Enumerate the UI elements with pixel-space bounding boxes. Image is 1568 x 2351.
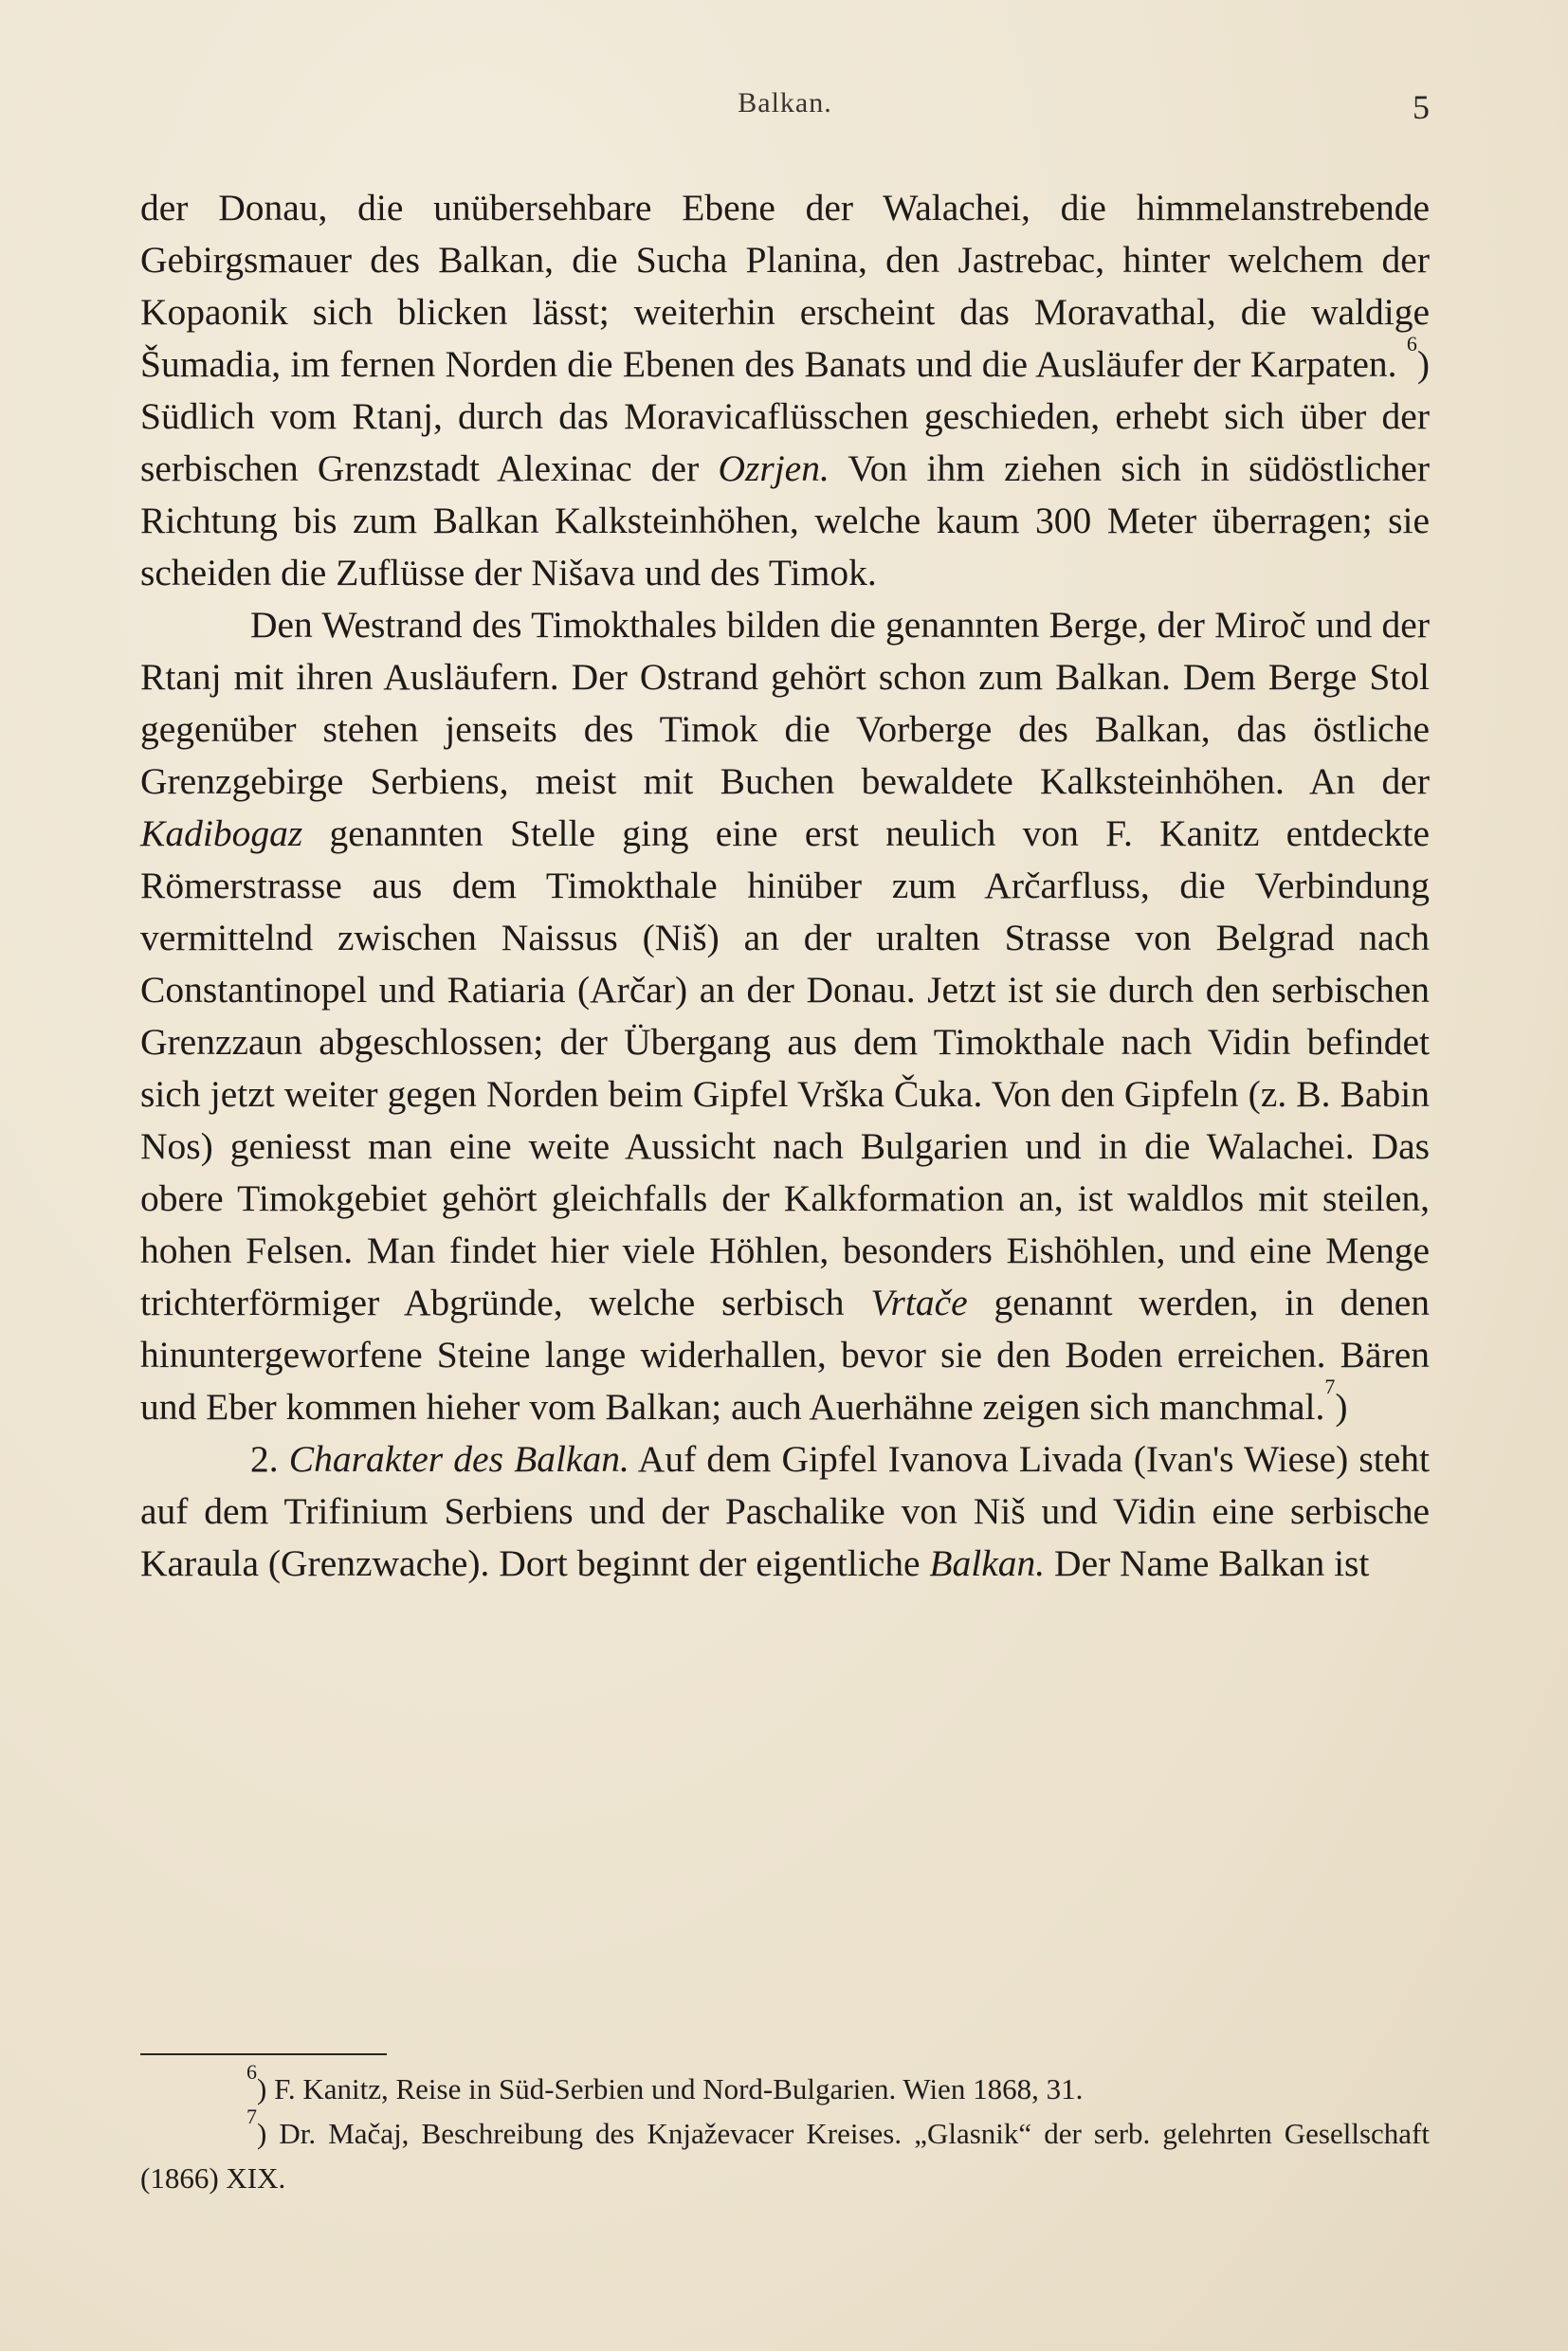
paragraph-2	[140, 599, 1430, 1433]
paragraph-2-close: )	[1335, 1386, 1348, 1428]
paragraph-3	[140, 1433, 1430, 1590]
kadibogaz-italic: Kadibogaz	[140, 812, 303, 854]
footnote-6-mark: 6	[246, 2060, 257, 2084]
paragraph-1-text-cont: ) Südlich vom Rtanj, durch das Moravicaflüsschen geschieden, erhebt sich über der serbischen Grenzstadt Alexinac der	[140, 343, 1430, 489]
footnotes	[140, 2060, 1430, 2200]
footnote-7-text: ) Dr. Mačaj, Beschreibung des Knjaževacer Kreises. „Glasnik“ der serb. gelehrten Gesellschaft (1866) XIX.	[140, 2117, 1430, 2195]
ozrjen-italic: Ozrjen.	[718, 447, 830, 489]
paragraph-1-text: der Donau, die unübersehbare Ebene der Walachei, die himmelanstrebende Gebirgsmauer des Balkan, die Sucha Planina, den Jastrebac, hinter welchem der Kopaonik sich blicken lässt; weiterhin erscheint das Moravathal, die waldige Šumadia, im fernen Norden die Ebenen des Banats und die Ausläufer der Karpaten.	[140, 187, 1430, 385]
footnote-6	[140, 2060, 1430, 2111]
page-header	[140, 87, 1430, 135]
paragraph-2-mid: genannten Stelle ging eine erst neulich von F. Kanitz entdeckte Römerstrasse aus dem Timokthale hinüber zum Arčarfluss, die Verbindung vermittelnd zwischen Naissus (Niš) an der uralten Strasse von Belgrad nach Constantinopel und Ratiaria (Arčar) an der Donau. Jetzt ist sie durch den serbischen Grenzzaun abgeschlossen; der Übergang aus dem Timokthale nach Vidin befindet sich jetzt weiter gegen Norden beim Gipfel Vrška Čuka. Von den Gipfeln (z. B. Babin Nos) geniesst man eine weite Aussicht nach Bulgarien und in die Walachei. Das obere Timokgebiet gehört gleichfalls der Kalkformation an, ist waldlos mit steilen, hohen Felsen. Man findet hier viele Höhlen, besonders Eishöhlen, und eine Menge trichterförmiger Abgründe, welche serbisch	[140, 812, 1430, 1323]
footnote-ref-6: 6	[1406, 332, 1417, 355]
paragraph-2-start: Den Westrand des Timokthales bilden die genannten Berge, der Miroč und der Rtanj mit ihren Ausläufern. Der Ostrand gehört schon zum Balkan. Dem Berge Stol gegenüber stehen jenseits des Timok die Vorberge des Balkan, das östliche Grenzgebirge Serbiens, meist mit Buchen bewaldete Kalksteinhöhen. An der	[140, 604, 1430, 802]
footnote-7-mark: 7	[246, 2105, 257, 2128]
running-head: Balkan.	[738, 87, 832, 118]
page-number: 5	[1413, 88, 1430, 126]
body-text	[140, 182, 1430, 1590]
paragraph-1-end: Von ihm ziehen sich in südöstlicher Richtung bis zum Balkan Kalksteinhöhen, welche kaum 300 Meter überragen; sie scheiden die Zuflüsse der Nišava und des Timok.	[140, 447, 1431, 593]
section-heading: Charakter des Balkan.	[288, 1438, 629, 1480]
footnote-ref-7: 7	[1324, 1375, 1336, 1398]
vrtace-italic: Vrtače	[870, 1282, 968, 1323]
paragraph-3-text: Auf dem Gipfel Ivanova Livada (Ivan's Wiese) steht auf dem Trifinium Serbiens und der Paschalike von Niš und Vidin eine serbische Karaula (Grenzwache). Dort beginnt der eigentliche	[140, 1438, 1430, 1584]
paragraph-3-end: Der Name Balkan ist	[1045, 1542, 1370, 1584]
section-number: 2.	[250, 1438, 289, 1480]
paragraph-1	[140, 182, 1430, 599]
balkan-italic: Balkan.	[929, 1542, 1046, 1584]
footnote-6-text: ) F. Kanitz, Reise in Süd-Serbien und Nord-Bulgarien. Wien 1868, 31.	[257, 2072, 1084, 2105]
footnote-7	[140, 2105, 1430, 2200]
paragraph-2-end: genannt werden, in denen hinuntergeworfene Steine lange widerhallen, bevor sie den Boden erreichen. Bären und Eber kommen hieher vom Balkan; auch Auerhähne zeigen sich manchmal.	[140, 1282, 1430, 1428]
footnote-rule	[140, 2053, 387, 2055]
